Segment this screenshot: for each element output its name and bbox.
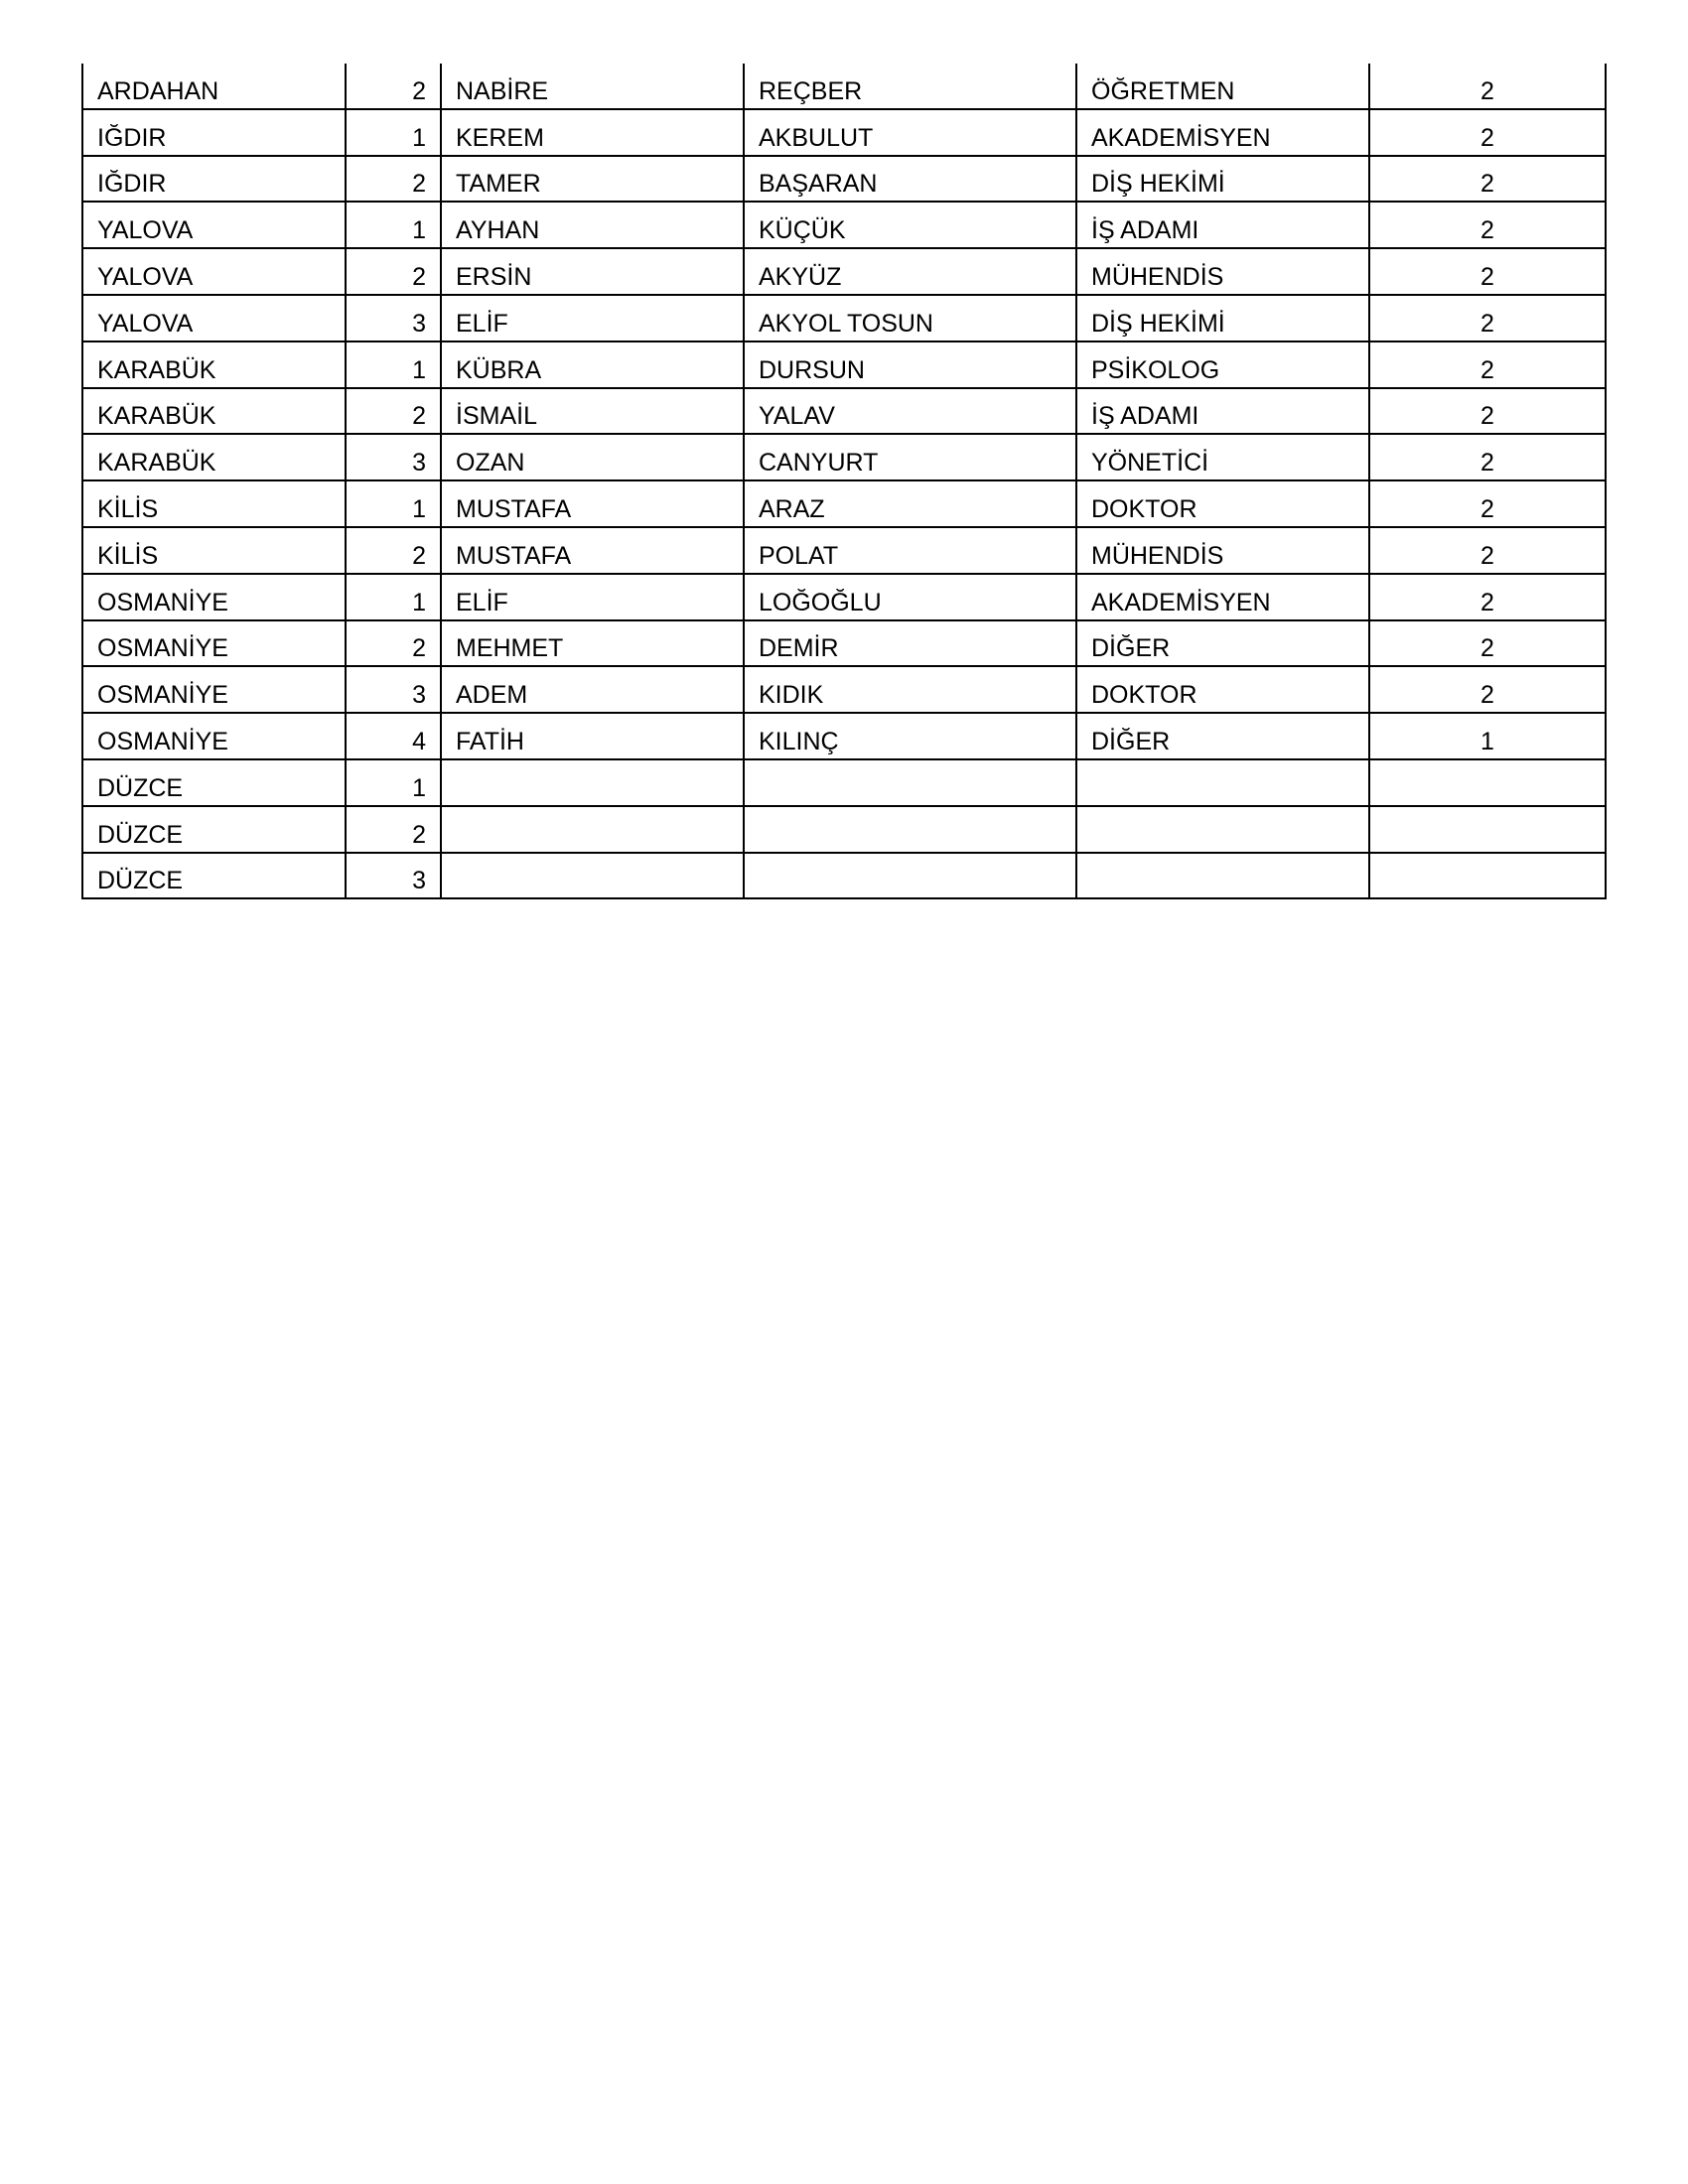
- last-name-cell: KIDIK: [744, 666, 1076, 713]
- count-cell: [1369, 759, 1606, 806]
- profession-cell: [1076, 759, 1369, 806]
- first-name-cell: NABİRE: [441, 64, 744, 109]
- rank-cell: 2: [346, 806, 441, 853]
- last-name-cell: KÜÇÜK: [744, 202, 1076, 248]
- last-name-cell: CANYURT: [744, 434, 1076, 480]
- count-cell: [1369, 853, 1606, 899]
- profession-cell: [1076, 806, 1369, 853]
- first-name-cell: FATİH: [441, 713, 744, 759]
- table-row: [82, 341, 1606, 388]
- table-row: [82, 248, 1606, 295]
- province-cell: IĞDIR: [82, 156, 346, 203]
- table-row: [82, 666, 1606, 713]
- profession-cell: İŞ ADAMI: [1076, 388, 1369, 435]
- last-name-cell: LOĞOĞLU: [744, 574, 1076, 620]
- last-name-cell: ARAZ: [744, 480, 1076, 527]
- last-name-cell: KILINÇ: [744, 713, 1076, 759]
- last-name-cell: REÇBER: [744, 64, 1076, 109]
- province-cell: ARDAHAN: [82, 64, 346, 109]
- table-row: [82, 295, 1606, 341]
- first-name-cell: MUSTAFA: [441, 480, 744, 527]
- province-cell: YALOVA: [82, 295, 346, 341]
- province-cell: DÜZCE: [82, 759, 346, 806]
- first-name-cell: İSMAİL: [441, 388, 744, 435]
- rank-cell: 2: [346, 620, 441, 667]
- last-name-cell: [744, 759, 1076, 806]
- count-cell: 2: [1369, 202, 1606, 248]
- rank-cell: 1: [346, 109, 441, 156]
- rank-cell: 3: [346, 853, 441, 899]
- table-row: [82, 156, 1606, 203]
- province-cell: OSMANİYE: [82, 666, 346, 713]
- rank-cell: 2: [346, 527, 441, 574]
- rank-cell: 2: [346, 388, 441, 435]
- first-name-cell: OZAN: [441, 434, 744, 480]
- rank-cell: 2: [346, 248, 441, 295]
- count-cell: 2: [1369, 64, 1606, 109]
- count-cell: 2: [1369, 248, 1606, 295]
- count-cell: 2: [1369, 527, 1606, 574]
- last-name-cell: DEMİR: [744, 620, 1076, 667]
- province-cell: OSMANİYE: [82, 713, 346, 759]
- table-row: [82, 64, 1606, 109]
- table-row: [82, 759, 1606, 806]
- last-name-cell: AKYOL TOSUN: [744, 295, 1076, 341]
- count-cell: 2: [1369, 574, 1606, 620]
- count-cell: 2: [1369, 666, 1606, 713]
- last-name-cell: BAŞARAN: [744, 156, 1076, 203]
- candidate-table: [81, 64, 1607, 899]
- profession-cell: DİŞ HEKİMİ: [1076, 295, 1369, 341]
- province-cell: DÜZCE: [82, 806, 346, 853]
- rank-cell: 4: [346, 713, 441, 759]
- province-cell: OSMANİYE: [82, 574, 346, 620]
- rank-cell: 1: [346, 202, 441, 248]
- last-name-cell: [744, 806, 1076, 853]
- last-name-cell: [744, 853, 1076, 899]
- count-cell: 2: [1369, 388, 1606, 435]
- province-cell: KARABÜK: [82, 341, 346, 388]
- first-name-cell: ERSİN: [441, 248, 744, 295]
- province-cell: KARABÜK: [82, 388, 346, 435]
- profession-cell: MÜHENDİS: [1076, 248, 1369, 295]
- province-cell: OSMANİYE: [82, 620, 346, 667]
- profession-cell: MÜHENDİS: [1076, 527, 1369, 574]
- rank-cell: 1: [346, 574, 441, 620]
- rank-cell: 1: [346, 480, 441, 527]
- profession-cell: ÖĞRETMEN: [1076, 64, 1369, 109]
- rank-cell: 1: [346, 341, 441, 388]
- province-cell: KİLİS: [82, 527, 346, 574]
- rank-cell: 3: [346, 666, 441, 713]
- first-name-cell: MEHMET: [441, 620, 744, 667]
- province-cell: KARABÜK: [82, 434, 346, 480]
- first-name-cell: AYHAN: [441, 202, 744, 248]
- province-cell: KİLİS: [82, 480, 346, 527]
- first-name-cell: [441, 759, 744, 806]
- profession-cell: DİĞER: [1076, 713, 1369, 759]
- first-name-cell: ADEM: [441, 666, 744, 713]
- first-name-cell: MUSTAFA: [441, 527, 744, 574]
- first-name-cell: [441, 853, 744, 899]
- last-name-cell: AKYÜZ: [744, 248, 1076, 295]
- table-body: [82, 64, 1606, 898]
- table-row: [82, 434, 1606, 480]
- province-cell: YALOVA: [82, 202, 346, 248]
- table-row: [82, 388, 1606, 435]
- first-name-cell: KÜBRA: [441, 341, 744, 388]
- table-row: [82, 620, 1606, 667]
- count-cell: [1369, 806, 1606, 853]
- rank-cell: 3: [346, 434, 441, 480]
- province-cell: DÜZCE: [82, 853, 346, 899]
- count-cell: 2: [1369, 295, 1606, 341]
- count-cell: 1: [1369, 713, 1606, 759]
- last-name-cell: YALAV: [744, 388, 1076, 435]
- count-cell: 2: [1369, 620, 1606, 667]
- profession-cell: AKADEMİSYEN: [1076, 574, 1369, 620]
- profession-cell: DOKTOR: [1076, 666, 1369, 713]
- count-cell: 2: [1369, 109, 1606, 156]
- last-name-cell: POLAT: [744, 527, 1076, 574]
- profession-cell: PSİKOLOG: [1076, 341, 1369, 388]
- table-row: [82, 527, 1606, 574]
- rank-cell: 1: [346, 759, 441, 806]
- first-name-cell: ELİF: [441, 295, 744, 341]
- last-name-cell: AKBULUT: [744, 109, 1076, 156]
- province-cell: IĞDIR: [82, 109, 346, 156]
- profession-cell: DİĞER: [1076, 620, 1369, 667]
- first-name-cell: [441, 806, 744, 853]
- count-cell: 2: [1369, 480, 1606, 527]
- table-row: [82, 480, 1606, 527]
- last-name-cell: DURSUN: [744, 341, 1076, 388]
- table-row: [82, 109, 1606, 156]
- rank-cell: 3: [346, 295, 441, 341]
- count-cell: 2: [1369, 434, 1606, 480]
- table-row: [82, 713, 1606, 759]
- profession-cell: AKADEMİSYEN: [1076, 109, 1369, 156]
- table-row: [82, 853, 1606, 899]
- table-row: [82, 202, 1606, 248]
- rank-cell: 2: [346, 156, 441, 203]
- table-row: [82, 806, 1606, 853]
- table-row: [82, 574, 1606, 620]
- rank-cell: 2: [346, 64, 441, 109]
- profession-cell: YÖNETİCİ: [1076, 434, 1369, 480]
- province-cell: YALOVA: [82, 248, 346, 295]
- first-name-cell: ELİF: [441, 574, 744, 620]
- profession-cell: İŞ ADAMI: [1076, 202, 1369, 248]
- count-cell: 2: [1369, 156, 1606, 203]
- profession-cell: [1076, 853, 1369, 899]
- profession-cell: DOKTOR: [1076, 480, 1369, 527]
- profession-cell: DİŞ HEKİMİ: [1076, 156, 1369, 203]
- first-name-cell: KEREM: [441, 109, 744, 156]
- first-name-cell: TAMER: [441, 156, 744, 203]
- count-cell: 2: [1369, 341, 1606, 388]
